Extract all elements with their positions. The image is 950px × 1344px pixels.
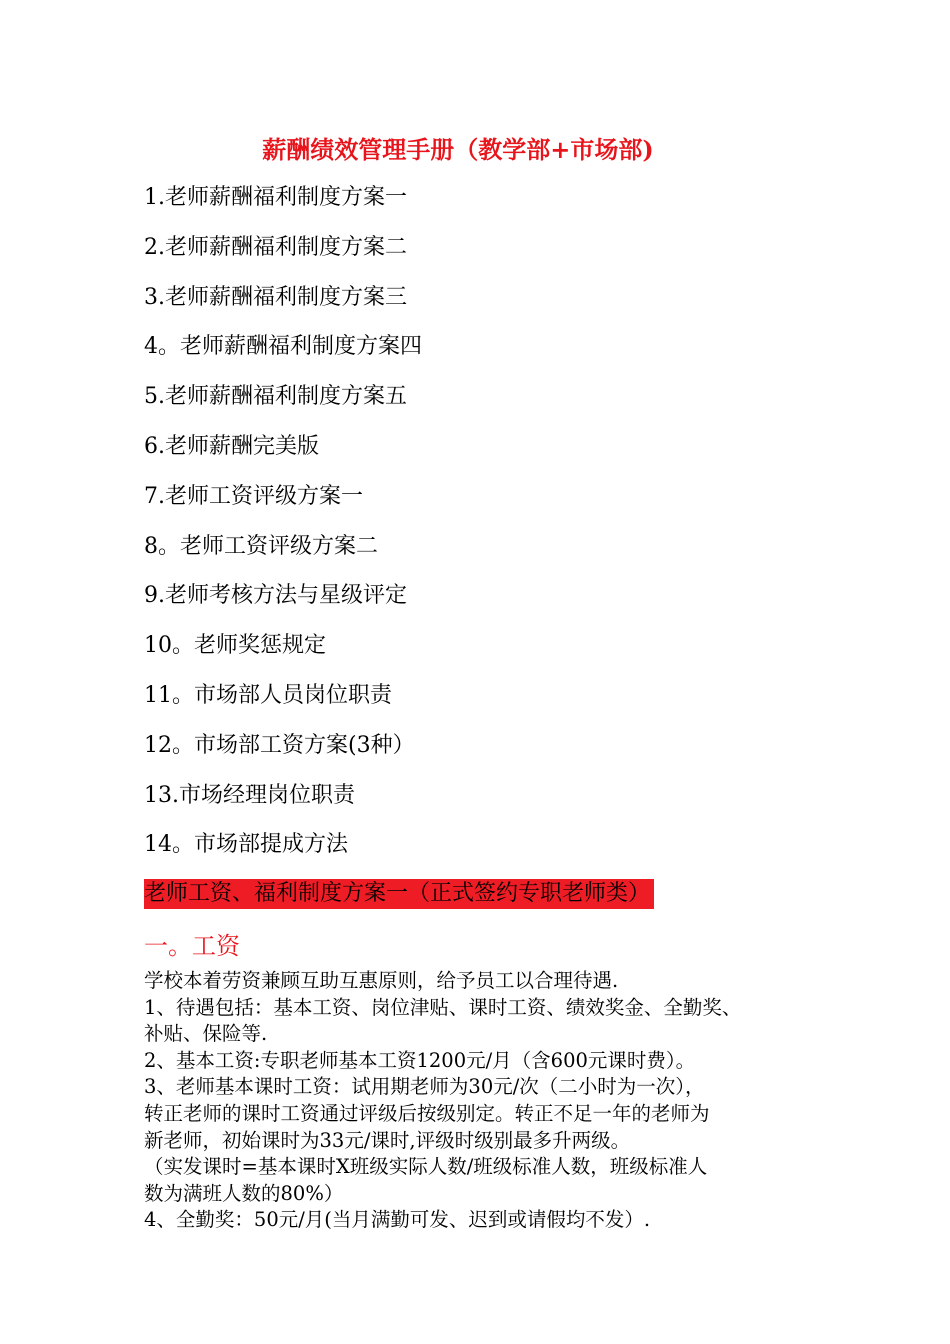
toc-item: 10。老师奖惩规定 (144, 633, 326, 659)
toc-item: 7.老师工资评级方案一 (144, 483, 363, 509)
section-heading: 一。工资 (144, 932, 240, 960)
body-text (144, 968, 844, 1234)
section-banner: 老师工资、福利制度方案一（正式签约专职老师类） (144, 879, 654, 909)
toc-item: 12。市场部工资方案(3种） (144, 732, 415, 758)
body-line: 1、待遇包括：基本工资、岗位津贴、课时工资、绩效奖金、全勤奖、 (144, 995, 742, 1019)
body-line: 转正老师的课时工资通过评级后按级别定。转正不足一年的老师为 (144, 1101, 710, 1125)
document-title: 薪酬绩效管理手册（教学部+市场部) (262, 135, 654, 164)
toc-item: 3.老师薪酬福利制度方案三 (144, 284, 407, 310)
table-of-contents (144, 180, 422, 877)
body-line: 3、老师基本课时工资：试用期老师为30元/次（二小时为一次）， (144, 1075, 705, 1099)
toc-item: 2.老师薪酬福利制度方案二 (144, 234, 407, 260)
body-line: 新老师，初始课时为33元/课时,评级时级别最多升两级。 (144, 1128, 631, 1152)
toc-item: 8。老师工资评级方案二 (144, 533, 378, 559)
toc-item: 4。老师薪酬福利制度方案四 (144, 334, 422, 360)
toc-item: 5.老师薪酬福利制度方案五 (144, 384, 407, 410)
toc-item: 11。市场部人员岗位职责 (144, 682, 392, 708)
toc-item: 1.老师薪酬福利制度方案一 (144, 185, 407, 210)
toc-item: 6.老师薪酬完美版 (144, 433, 319, 459)
body-line: 2、基本工资:专职老师基本工资1200元/月（含600元课时费）。 (144, 1048, 696, 1072)
toc-item: 14。市场部提成方法 (144, 832, 348, 858)
toc-item: 9.老师考核方法与星级评定 (144, 583, 407, 609)
body-line: 4、全勤奖：50元/月(当月满勤可发、迟到或请假均不发）. (144, 1208, 651, 1232)
body-line: 补贴、保险等. (144, 1022, 268, 1046)
body-line: 学校本着劳资兼顾互助互惠原则，给予员工以合理待遇. (144, 969, 619, 992)
toc-item: 13.市场经理岗位职责 (144, 782, 355, 808)
body-line: （实发课时=基本课时X班级实际人数/班级标准人数，班级标准人 (144, 1155, 708, 1179)
body-line: 数为满班人数的80%） (144, 1181, 344, 1205)
